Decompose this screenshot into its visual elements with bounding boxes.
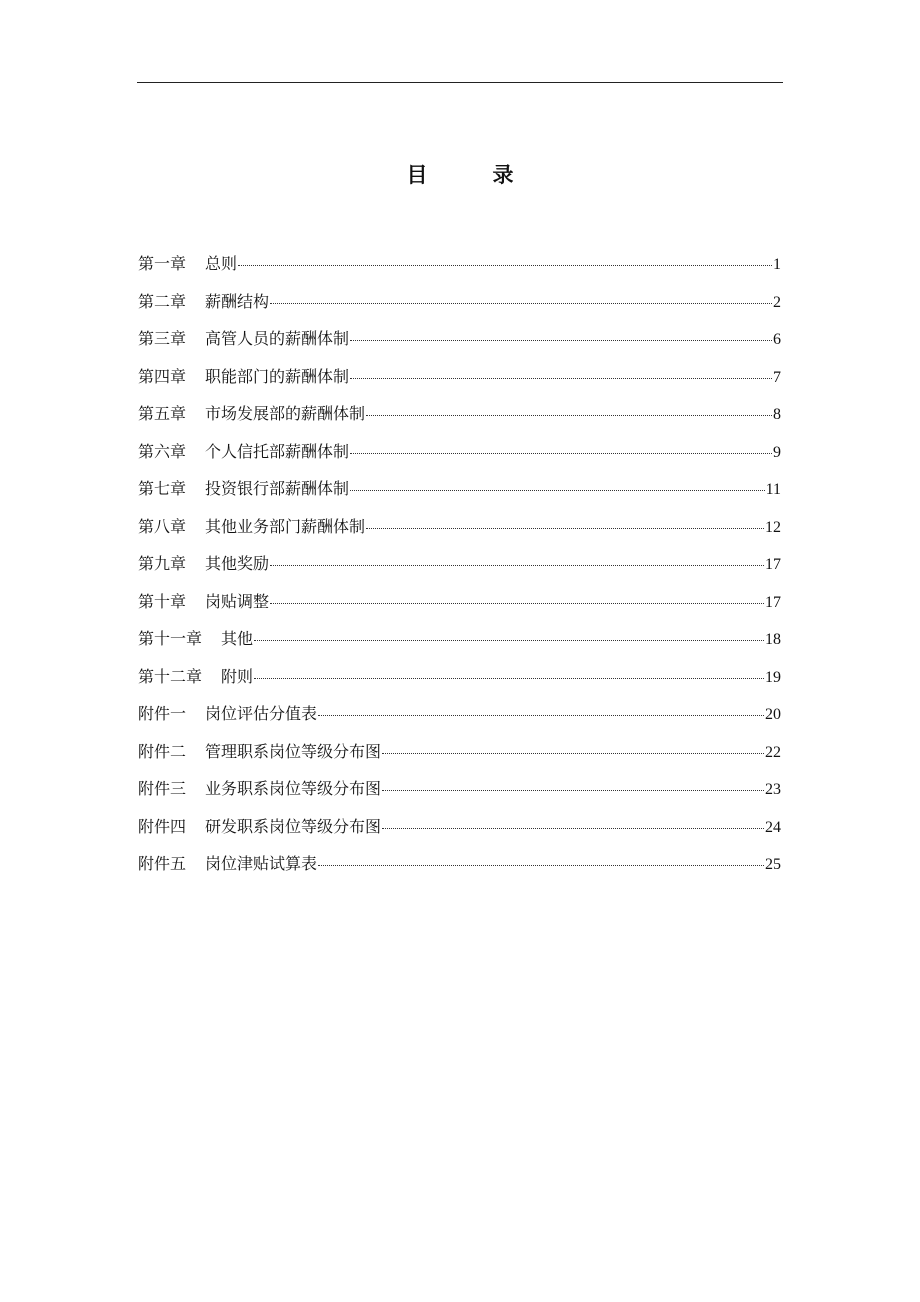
- toc-entry[interactable]: [138, 401, 781, 439]
- toc-entry[interactable]: [138, 851, 781, 889]
- toc-entry[interactable]: [138, 701, 781, 739]
- toc-dot-leader: [366, 524, 764, 529]
- header-rule: [137, 82, 783, 83]
- toc-entry-number: 第九章: [138, 554, 187, 573]
- toc-dot-leader: [350, 336, 772, 341]
- toc-dot-leader: [366, 411, 772, 416]
- toc-entry-number: 第一章: [138, 254, 187, 273]
- toc-entry[interactable]: [138, 551, 781, 589]
- toc-entry-number: 附件五: [138, 854, 187, 873]
- toc-entry-page: 22: [765, 743, 781, 761]
- toc-entry-number: 第三章: [138, 329, 187, 348]
- toc-entry-number: 第六章: [138, 441, 187, 461]
- toc-entry-page: 9: [773, 443, 781, 461]
- toc-dot-leader: [270, 599, 764, 604]
- toc-entry-number: 第五章: [138, 404, 187, 423]
- toc-entry-label: 岗位津贴试算表: [205, 854, 318, 873]
- toc-entry-label: 岗位评估分值表: [205, 704, 318, 723]
- toc-entry-page: 7: [773, 368, 781, 386]
- toc-entry[interactable]: [138, 439, 781, 477]
- toc-entry-page: 6: [773, 331, 781, 348]
- toc-entry[interactable]: [138, 739, 781, 777]
- toc-entry-page: 25: [765, 856, 781, 873]
- toc-entry-page: 24: [765, 818, 781, 836]
- toc-entry-label: 其他业务部门薪酬体制: [205, 516, 366, 536]
- toc-dot-leader: [350, 449, 772, 454]
- toc-dot-leader: [382, 786, 764, 791]
- toc-dot-leader: [350, 374, 772, 379]
- toc-dot-leader: [382, 824, 764, 829]
- toc-entry-number: 附件一: [138, 704, 187, 723]
- toc-entry-number: 第十二章: [138, 666, 203, 686]
- toc-entry-page: 8: [773, 406, 781, 423]
- toc-entry-label: 管理职系岗位等级分布图: [205, 741, 382, 761]
- toc-entry-label: 附则: [221, 666, 254, 686]
- toc-entry[interactable]: [138, 514, 781, 552]
- toc-entry-number: 第十章: [138, 591, 187, 611]
- toc-entry-page: 12: [765, 518, 781, 536]
- toc-entry-number: 第十一章: [138, 629, 203, 648]
- toc-dot-leader: [350, 486, 765, 491]
- toc-entry-label: 职能部门的薪酬体制: [205, 366, 350, 386]
- toc-dot-leader: [270, 299, 772, 304]
- toc-entry-label: 其他奖励: [205, 554, 270, 573]
- toc-entry-number: 第八章: [138, 516, 187, 536]
- toc-entry-label: 业务职系岗位等级分布图: [205, 779, 382, 798]
- toc-dot-leader: [254, 636, 764, 641]
- toc-dot-leader: [270, 561, 764, 566]
- toc-entry-label: 高管人员的薪酬体制: [205, 329, 350, 348]
- toc-entry-number: 第七章: [138, 479, 187, 498]
- toc-entry-page: 1: [773, 256, 781, 273]
- toc-entry[interactable]: [138, 289, 781, 327]
- toc-dot-leader: [318, 861, 764, 866]
- toc-entry[interactable]: [138, 626, 781, 664]
- toc-entry-label: 总则: [205, 254, 238, 273]
- toc-entry[interactable]: [138, 776, 781, 814]
- toc-entry-label: 薪酬结构: [205, 291, 270, 311]
- toc-entry-page: 18: [765, 631, 781, 648]
- toc-entry-number: 第四章: [138, 366, 187, 386]
- toc-entry-page: 20: [765, 706, 781, 723]
- toc-entry-label: 其他: [221, 629, 254, 648]
- toc-dot-leader: [318, 711, 764, 716]
- toc-dot-leader: [382, 749, 764, 754]
- toc-list: [138, 251, 781, 889]
- toc-dot-leader: [254, 674, 764, 679]
- toc-entry-number: 第二章: [138, 291, 187, 311]
- toc-title: 目 录: [406, 162, 536, 187]
- toc-entry-label: 个人信托部薪酬体制: [205, 441, 350, 461]
- toc-dot-leader: [238, 261, 772, 266]
- toc-entry-number: 附件二: [138, 741, 187, 761]
- toc-entry-page: 11: [765, 481, 781, 498]
- toc-entry-page: 2: [773, 293, 781, 311]
- toc-entry-page: 17: [765, 593, 781, 611]
- toc-entry[interactable]: [138, 364, 781, 402]
- toc-entry[interactable]: [138, 589, 781, 627]
- toc-entry-number: 附件四: [138, 816, 187, 836]
- toc-entry-page: 19: [765, 668, 781, 686]
- toc-entry-label: 市场发展部的薪酬体制: [205, 404, 366, 423]
- toc-entry-label: 岗贴调整: [205, 591, 270, 611]
- toc-entry[interactable]: [138, 814, 781, 852]
- toc-entry-label: 研发职系岗位等级分布图: [205, 816, 382, 836]
- toc-entry[interactable]: [138, 251, 781, 289]
- toc-entry-number: 附件三: [138, 779, 187, 798]
- toc-entry-page: 23: [765, 781, 781, 798]
- toc-entry[interactable]: [138, 664, 781, 702]
- toc-entry-label: 投资银行部薪酬体制: [205, 479, 350, 498]
- toc-entry[interactable]: [138, 476, 781, 514]
- toc-entry[interactable]: [138, 326, 781, 364]
- toc-entry-page: 17: [765, 556, 781, 573]
